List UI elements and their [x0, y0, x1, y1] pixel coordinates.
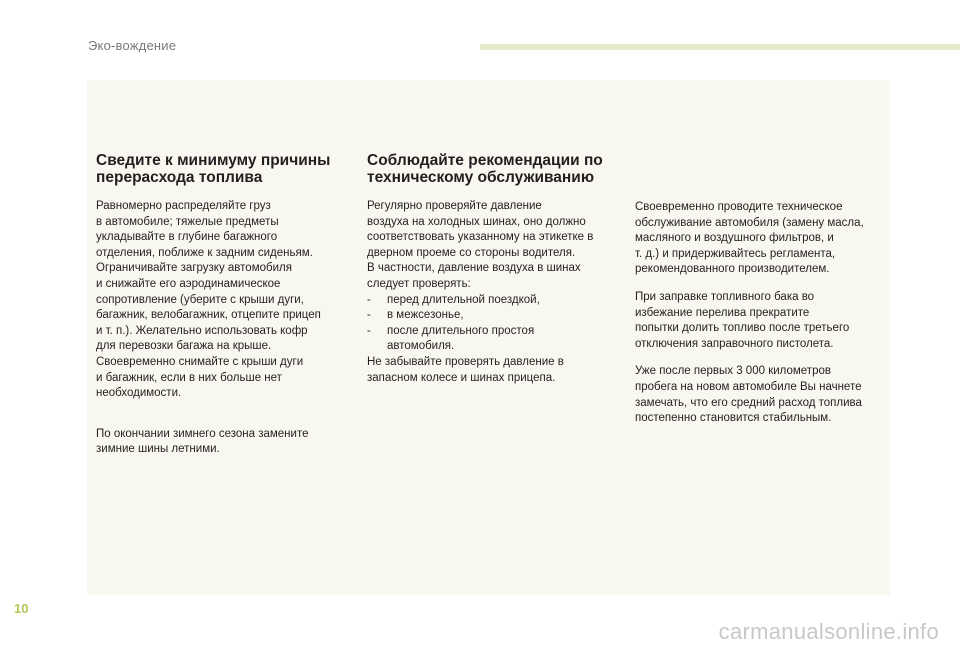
page-number: 10 [14, 601, 29, 616]
list-item [367, 308, 617, 324]
paragraph-break-in: Уже после первых 3 000 километров пробега на новом автомобиле Вы начнете замечать, что его средний расход топлива постепенно становится стабильным. [635, 365, 862, 425]
list-item-text: в межсезонье, [387, 309, 464, 322]
header-accent-bar [480, 44, 960, 50]
paragraph-winter-tires: По окончании зимнего сезона замените зимние шины летними. [96, 427, 309, 456]
list-item [367, 324, 617, 355]
paragraph-service-schedule: Своевременно проводите техническое обслуживание автомобиля (замену масла, масляного и воздушного фильтров, и т. д.) и придерживайтесь регламента, рекомендованного производителем. [635, 201, 864, 276]
paragraph-refuelling: При заправке топливного бака во избежание перелива прекратите попытки долить топливо после третьего отключения заправочного пистолета. [635, 290, 850, 350]
list-dash: - [367, 293, 371, 306]
list-item [367, 293, 617, 309]
paragraph-tire-pressure: Регулярно проверяйте давление воздуха на холодных шинах, оно должно соответствовать указанному на этикетке в дверном проеме со стороны водителя. В частности, давление воздуха в шинах следует проверять: [367, 200, 594, 290]
watermark: carmanualsonline.info [718, 619, 939, 644]
heading-fuel-consumption: Сведите к минимуму причины перерасхода топлива [96, 152, 331, 186]
list-dash: - [367, 309, 371, 322]
paragraph-load-distribution: Равномерно распределяйте груз в автомобиле; тяжелые предметы укладывайте в глубине багажного отделения, поближе к задним сиденьям. Ограничивайте загрузку автомобиля и снижайте его аэродинамическое сопротивление (уберите с крыши дуги, багажник, велобагажник, отцепите прицеп и т. п.). Желательно использовать кофр для перевозки багажа на крыше. Своевременно снимайте с крыши дуги и багажник, если в них больше нет необходимости. [96, 200, 321, 400]
column-service-tips [635, 200, 885, 439]
list-item-text: после длительного простоя автомобиля. [387, 324, 535, 353]
section-title: Эко-вождение [88, 38, 177, 53]
column-fuel-consumption [96, 152, 346, 469]
list-dash: - [367, 324, 371, 337]
column-maintenance [367, 152, 617, 386]
paragraph-spare-wheel: Не забывайте проверять давление в запасном колесе и шинах прицепа. [367, 355, 564, 384]
heading-maintenance: Соблюдайте рекомендации по техническому обслуживанию [367, 152, 603, 186]
list-item-text: перед длительной поездкой, [387, 293, 540, 306]
tire-check-list [367, 293, 617, 355]
